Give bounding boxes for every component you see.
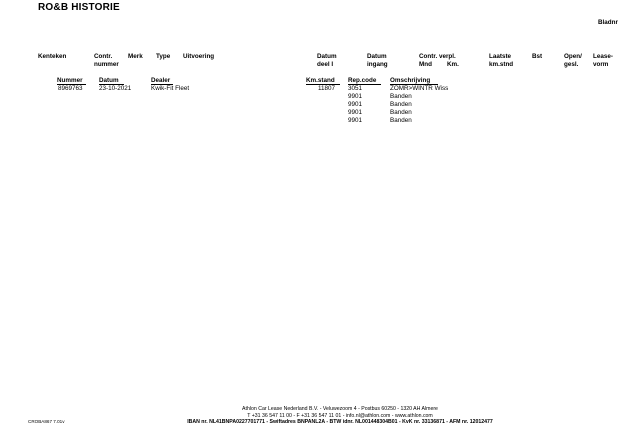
col-open-gesl: Open/ gesl. bbox=[564, 53, 582, 68]
report-title: RO&B HISTORIE bbox=[38, 2, 120, 13]
col-contr-verpl: Contr. verpl. bbox=[419, 53, 456, 60]
col-bst: Bst bbox=[532, 53, 543, 60]
record-nummer: 8969763 bbox=[58, 85, 83, 92]
rep-code: 9901 bbox=[348, 109, 363, 116]
record-dealer: Kwik-Fit Fleet bbox=[151, 85, 190, 92]
rep-code: 3051 bbox=[348, 85, 363, 92]
record-km-stand: 11807 bbox=[317, 85, 335, 92]
col-uitvoering: Uitvoering bbox=[183, 53, 215, 60]
form-code: CROBA867 7.01v bbox=[28, 419, 65, 424]
omschrijving: Banden bbox=[390, 117, 412, 124]
record-datum: 23-10-2021 bbox=[99, 85, 132, 92]
rep-code: 9901 bbox=[348, 117, 363, 124]
footer-registration: IBAN nr. NL41BNPA0227701771 - Swiftadres BNPANL2A - BTW idnr. NL001448304B01 - KvK nr. 33136871 - AFM nr. 12012477 bbox=[187, 419, 493, 425]
footer-address: Athlon Car Lease Nederland B.V. - Veluwezoom 4 - Postbus 60250 - 1320 AH Almere bbox=[242, 406, 438, 412]
col-type: Type bbox=[156, 53, 171, 60]
col-datum: Datum bbox=[99, 77, 119, 84]
omschrijving: Banden bbox=[390, 101, 412, 108]
col-lease-vorm: Lease- vorm bbox=[593, 53, 613, 68]
col-omschrijving: Omschrijving bbox=[390, 77, 431, 84]
col-nummer: Nummer bbox=[57, 77, 83, 84]
col-contr-nummer: Contr. nummer bbox=[94, 53, 119, 68]
col-mnd: Mnd bbox=[419, 60, 432, 68]
omschrijving: Banden bbox=[390, 93, 412, 100]
col-km-stand: Km.stand bbox=[306, 77, 335, 84]
footer-contact: T +31 36 547 11 00 - F +31 36 547 11 01 - info.nl@athlon.com - www.athlon.com bbox=[247, 412, 433, 419]
col-rep-code: Rep.code bbox=[348, 77, 377, 84]
col-datum-ingang: Datum ingang bbox=[367, 53, 388, 68]
rep-code: 9901 bbox=[348, 101, 363, 108]
bladnr-label: Bladnr bbox=[598, 19, 618, 26]
omschrijving: Banden bbox=[390, 109, 412, 116]
col-km: Km. bbox=[447, 60, 459, 68]
col-merk: Merk bbox=[128, 53, 143, 60]
rep-code: 9901 bbox=[348, 93, 363, 100]
col-laatste-km-stnd: Laatste km.stnd bbox=[489, 53, 514, 68]
col-dealer: Dealer bbox=[151, 77, 171, 84]
col-kenteken: Kenteken bbox=[38, 53, 67, 60]
col-datum-deel-i: Datum deel I bbox=[317, 53, 337, 68]
omschrijving: ZOMR>WINTR Wiss bbox=[390, 85, 449, 92]
